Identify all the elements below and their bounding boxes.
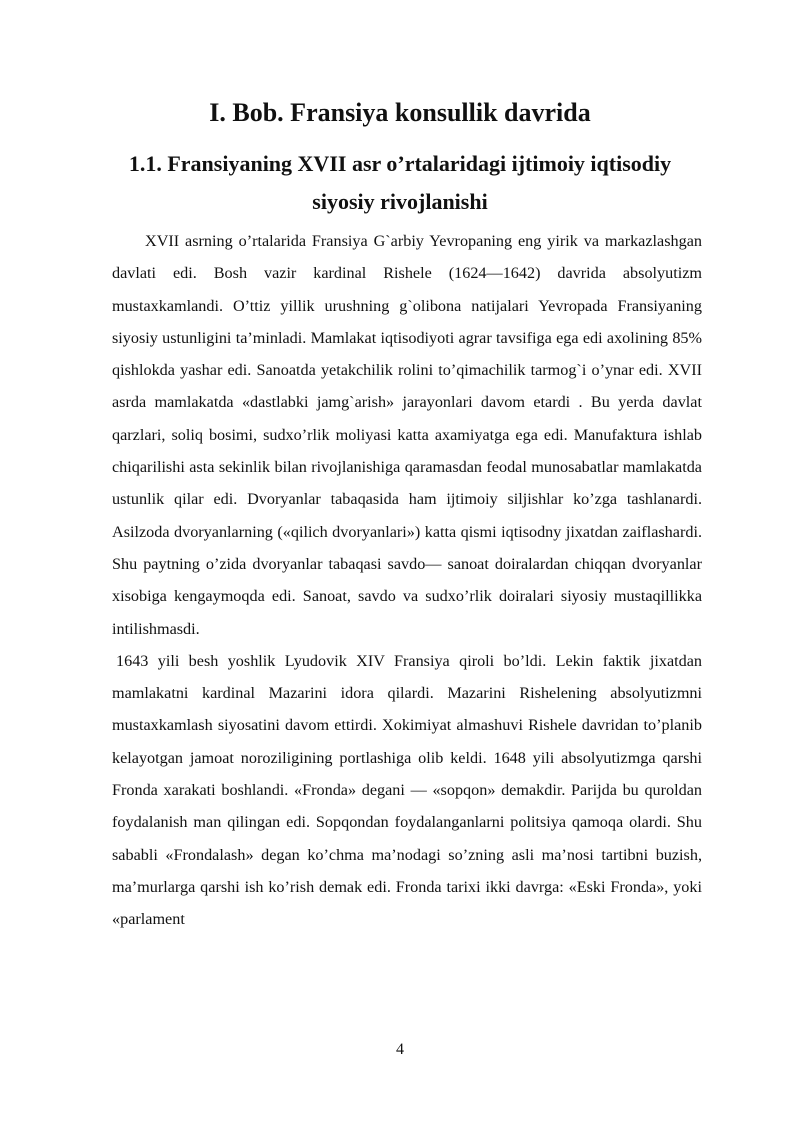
body-text [112,225,702,936]
paragraph: 1643 yili besh yoshlik Lyudovik XIV Fransiya qiroli bo’ldi. Lekin faktik jixatdan mamlakatni kardinal Mazarini idora qilardi. Mazarini Rishelening absolyutizmni mustaxkamlash siyosatini davom ettirdi. Xokimiyat almashuvi Rishele davridan to’planib kelayotgan jamoat noroziligining portlashiga olib keldi. 1648 yili absolyutizmga qarshi Fronda xarakati boshlandi. «Fronda» degani — «sopqon» demakdir. Parijda bu quroldan foydalanish man qilingan edi. Sopqondan foydalanganlarni politsiya qamoqa olardi. Shu sababli «Frondalash» degan ko’chma ma’nodagi so’zning asli ma’nosi tartibni buzish, ma’murlarga qarshi ish ko’rish demak edi. Fronda tarixi ikki davrga: «Eski Fronda», yoki «parlament [112,651,702,929]
paragraph: XVII asrning o’rtalarida Fransiya G`arbiy Yevropaning eng yirik va markazlashgan davlati edi. Bosh vazir kardinal Rishele (1624—1642) davrida absolyutizm mustaxkamlandi. O’ttiz yillik urushning g`olibona natijalari Yevropada Fransiyaning siyosiy ustunligini ta’minladi. Mamlakat iqtisodiyoti agrar tavsifiga ega edi axolining 85% qishlokda yashar edi. Sanoatda yetakchilik rolini to’qimachilik tarmog`i o’ynar edi. XVII asrda mamlakatda «dastlabki jamg`arish» jarayonlari davom etardi . Bu yerda davlat qarzlari, soliq bosimi, sudxo’rlik moliyasi katta axamiyatga ega edi. Manufaktura ishlab chiqarilishi asta sekinlik bilan rivojlanishiga qaramasdan feodal munosabatlar mamlakatda ustunlik qilar edi. Dvoryanlar tabaqasida ham ijtimoiy siljishlar ko’zga tashlanardi. Asilzoda dvoryanlarning («qilich dvoryanlari») katta qismi iqtisodny jixatdan zaiflashardi. Shu paytning o’zida dvoryanlar tabaqasi savdo— sanoat doiralardan chiqqan dvoryanlar xisobiga kengaymoqda edi. Sanoat, savdo va sudxo’rlik doiralari siyosiy mustaqillikka intilishmasdi. [112,232,702,638]
section-title: 1.1. Fransiyaning XVII asr o’rtalaridagi ijtimoiy iqtisodiy siyosiy rivojlanishi [128,151,672,214]
page-number: 4 [396,1041,404,1058]
chapter-title: I. Bob. Fransiya konsullik davrida [209,98,591,127]
